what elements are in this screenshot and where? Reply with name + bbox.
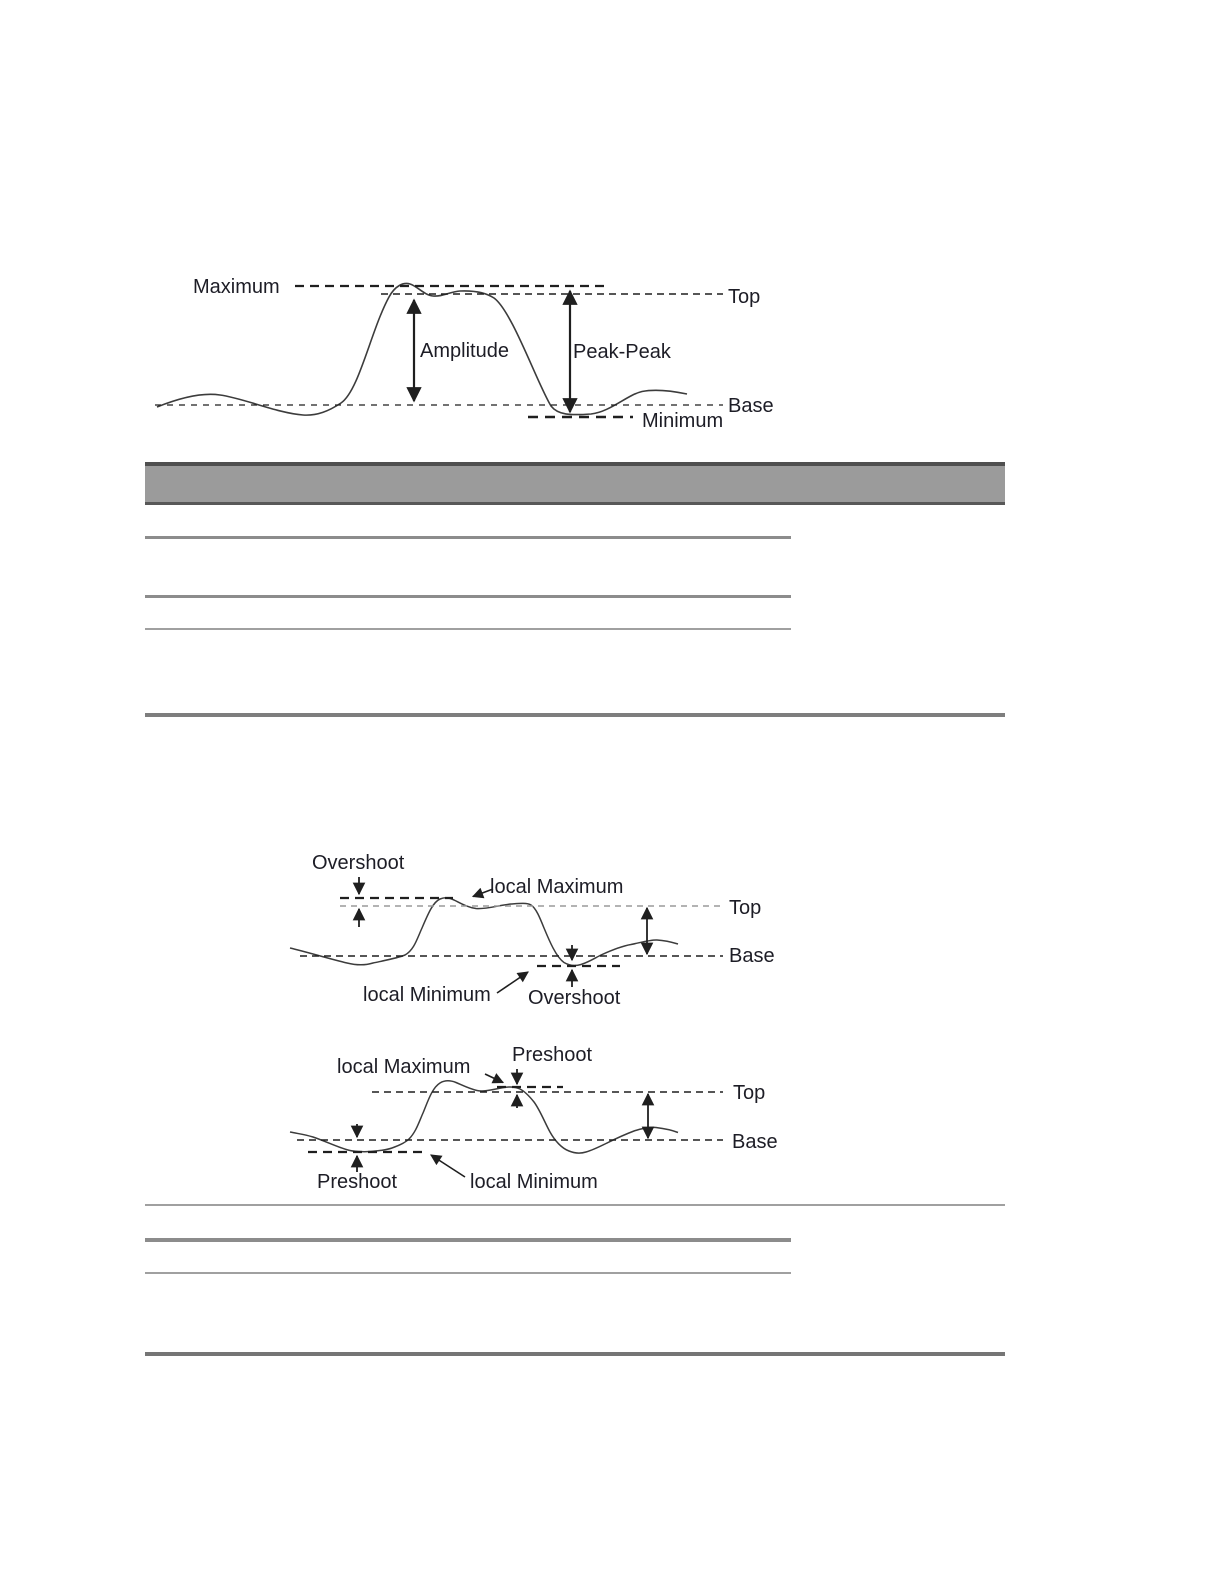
- table1-header-bar: [145, 462, 1005, 505]
- local-maximum-label: local Maximum: [490, 876, 624, 898]
- overshoot-bottom-label: Overshoot: [528, 987, 621, 1009]
- table2-top-rule: [145, 1204, 1005, 1206]
- local-maximum-pointer-arrow: [485, 1074, 503, 1083]
- base-label: Base: [728, 395, 774, 417]
- table2-row-divider-1: [145, 1238, 791, 1242]
- local-minimum-label: local Minimum: [470, 1171, 598, 1193]
- table1-row-divider-1: [145, 536, 791, 539]
- diagram-preshoot: [285, 1035, 985, 1200]
- preshoot-top-label: Preshoot: [512, 1044, 593, 1066]
- local-maximum-label: local Maximum: [337, 1056, 471, 1078]
- top-label: Top: [729, 897, 762, 919]
- table1-row-divider-3: [145, 628, 791, 630]
- local-minimum-pointer-arrow: [431, 1155, 465, 1177]
- maximum-label: Maximum: [193, 276, 280, 298]
- top-label: Top: [728, 286, 761, 308]
- minimum-label: Minimum: [642, 410, 724, 432]
- table2-bottom-rule: [145, 1352, 1005, 1356]
- local-minimum-label: local Minimum: [363, 984, 491, 1006]
- table2-row-divider-2: [145, 1272, 791, 1274]
- overshoot-top-label: Overshoot: [312, 852, 405, 874]
- base-label: Base: [729, 945, 775, 967]
- top-label: Top: [733, 1082, 766, 1104]
- peak-peak-label: Peak-Peak: [573, 341, 671, 363]
- diagram-vertical-measurements: [145, 255, 805, 440]
- local-minimum-pointer-arrow: [497, 972, 528, 993]
- amplitude-label: Amplitude: [420, 340, 509, 362]
- preshoot-bottom-label: Preshoot: [317, 1171, 398, 1193]
- table1-bottom-rule: [145, 713, 1005, 717]
- diagram-overshoot: [285, 840, 985, 1015]
- table1-row-divider-2: [145, 595, 791, 598]
- base-label: Base: [732, 1131, 778, 1153]
